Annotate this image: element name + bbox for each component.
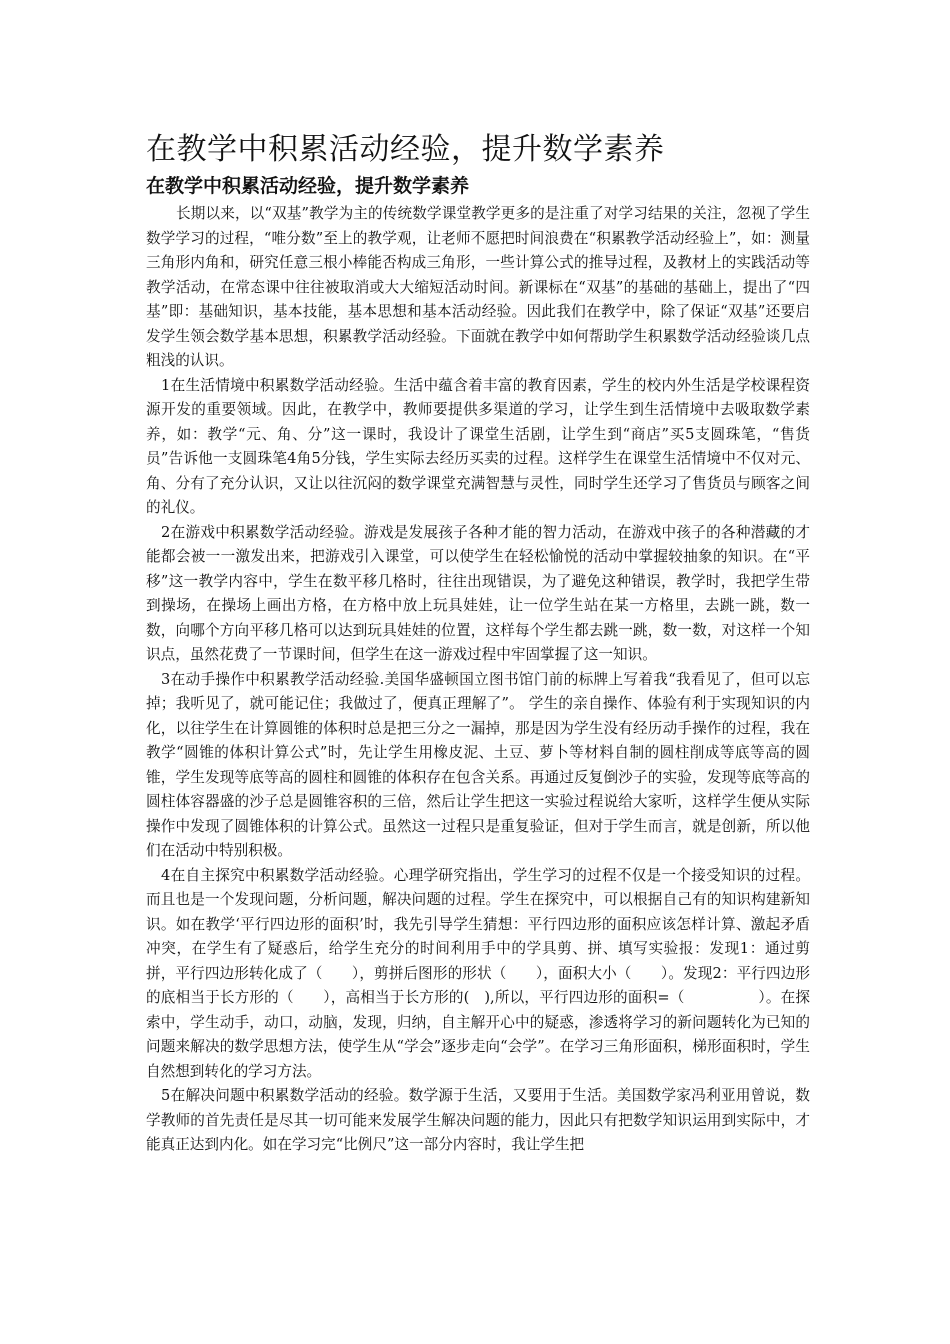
paragraph-section-5: 5在解决问题中积累数学活动的经验。数学源于生活，又要用于生活。美国数学家冯利亚用曾说，数学教师的首先责任是尽其一切可能来发展学生解决问题的能力，因此只有把数学知识运用到实际中，才能真正达到内化。如在学习完“比例尺”这一部分内容时，我让学生把 [146, 1087, 810, 1153]
paragraph-section-2: 2在游戏中积累数学活动经验。游戏是发展孩子各种才能的智力活动，在游戏中孩子的各种潜藏的才能都会被一一激发出来，把游戏引入课堂，可以使学生在轻松愉悦的活动中掌握较抽象的知识。在“平移”这一教学内容中，学生在数平移几格时，往往出现错误，为了避免这种错误，教学时，我把学生带到操场，在操场上画出方格，在方格中放上玩具娃娃，让一位学生站在某一方格里，去跳一跳，数一数，向哪个方向平移几格可以达到玩具娃娃的位置，这样每个学生都去跳一跳，数一数，对这样一个知识点，虽然花费了一节课时间，但学生在这一游戏过程中牢固掌握了这一知识。 [146, 523, 810, 663]
paragraph-section-3: 3在动手操作中积累教学活动经验.美国华盛顿国立图书馆门前的标牌上写着我“我看见了，但可以忘掉；我听见了，就可能记住；我做过了，便真正理解了”。 学生的亲自操作、体验有利于实现知识的内化，以往学生在计算圆锥的体积时总是把三分之一漏掉，那是因为学生没有经历动手操作的过程，我在教学“圆锥的体积计算公式”时，先让学生用橡皮泥、土豆、萝卜等材料自制的圆柱削成等底等高的圆锥，学生发现等底等高的圆柱和圆锥的体积存在包含关系。再通过反复倒沙子的实验，发现等底等高的圆柱体容器盛的沙子总是圆锥容积的三倍，然后让学生把这一实验过程说给大家听，这样学生便从实际操作中发现了圆锥体积的计算公式。虽然这一过程只是重复验证，但对于学生而言，就是创新，所以他们在活动中特别积极。 [146, 670, 810, 859]
paragraph-intro: 长期以来，以“双基”教学为主的传统数学课堂教学更多的是注重了对学习结果的关注，忽视了学生数学学习的过程，“唯分数”至上的教学观，让老师不愿把时间浪费在“积累教学活动经验上”，如：测量三角形内角和，研究任意三根小棒能否构成三角形，一些计算公式的推导过程，及教材上的实践活动等教学活动，在常态课中往往被取消或大大缩短活动时间。新课标在“双基”的基础的基础上，提出了“四基”即：基础知识，基本技能，基本思想和基本活动经验。因此我们在教学中，除了保证“双基”还要启发学生领会数学基本思想，积累教学活动经验。下面就在教学中如何帮助学生积累数学活动经验谈几点粗浅的认识。 [146, 205, 810, 369]
document-title: 在教学中积累活动经验，提升数学素养 [146, 132, 665, 167]
document-page [146, 128, 810, 1158]
paragraph-section-4: 4在自主探究中积累数学活动经验。心理学研究指出，学生学习的过程不仅是一个接受知识的过程。而且也是一个发现问题，分析问题，解决问题的过程。学生在探究中，可以根据自己有的知识构建新知识。如在教学‘平行四边形的面积’时，我先引导学生猜想：平行四边形的面积应该怎样计算、激起矛盾冲突，在学生有了疑惑后，给学生充分的时间利用手中的学具剪、拼、填写实验报：发现1：通过剪拼，平行四边形转化成了（ ），剪拼后图形的形状（ ），面积大小（ ）。发现2：平行四边形的底相当于长方形的（ ），高相当于长方形的( ),所以，平行四边形的面积=（ ）。在探索中，学生动手，动口，动脑，发现，归纳，自主解开心中的疑惑，渗透将学习的新问题转化为已知的问题来解决的数学思想方法，使学生从“学会”逐步走向“会学”。在学习三角形面积，梯形面积时，学生自然想到转化的学习方法。 [146, 866, 810, 1080]
document-subtitle: 在教学中积累活动经验，提升数学素养 [146, 175, 470, 197]
paragraph-section-1: 1在生活情境中积累数学活动经验。生活中蕴含着丰富的教育因素，学生的校内外生活是学校课程资源开发的重要领域。因此，在教学中，教师要提供多渠道的学习，让学生到生活情境中去吸取数学素养，如：教学“元、角、分”这一课时，我设计了课堂生活剧，让学生到“商店”买5支圆珠笔，“售货员”告诉他一支圆珠笔4角5分钱，学生实际去经历买卖的过程。这样学生在课堂生活情境中不仅对元、角、分有了充分认识，又让以往沉闷的数学课堂充满智慧与灵性，同时学生还学习了售货员与顾客之间的礼仪。 [146, 376, 810, 516]
